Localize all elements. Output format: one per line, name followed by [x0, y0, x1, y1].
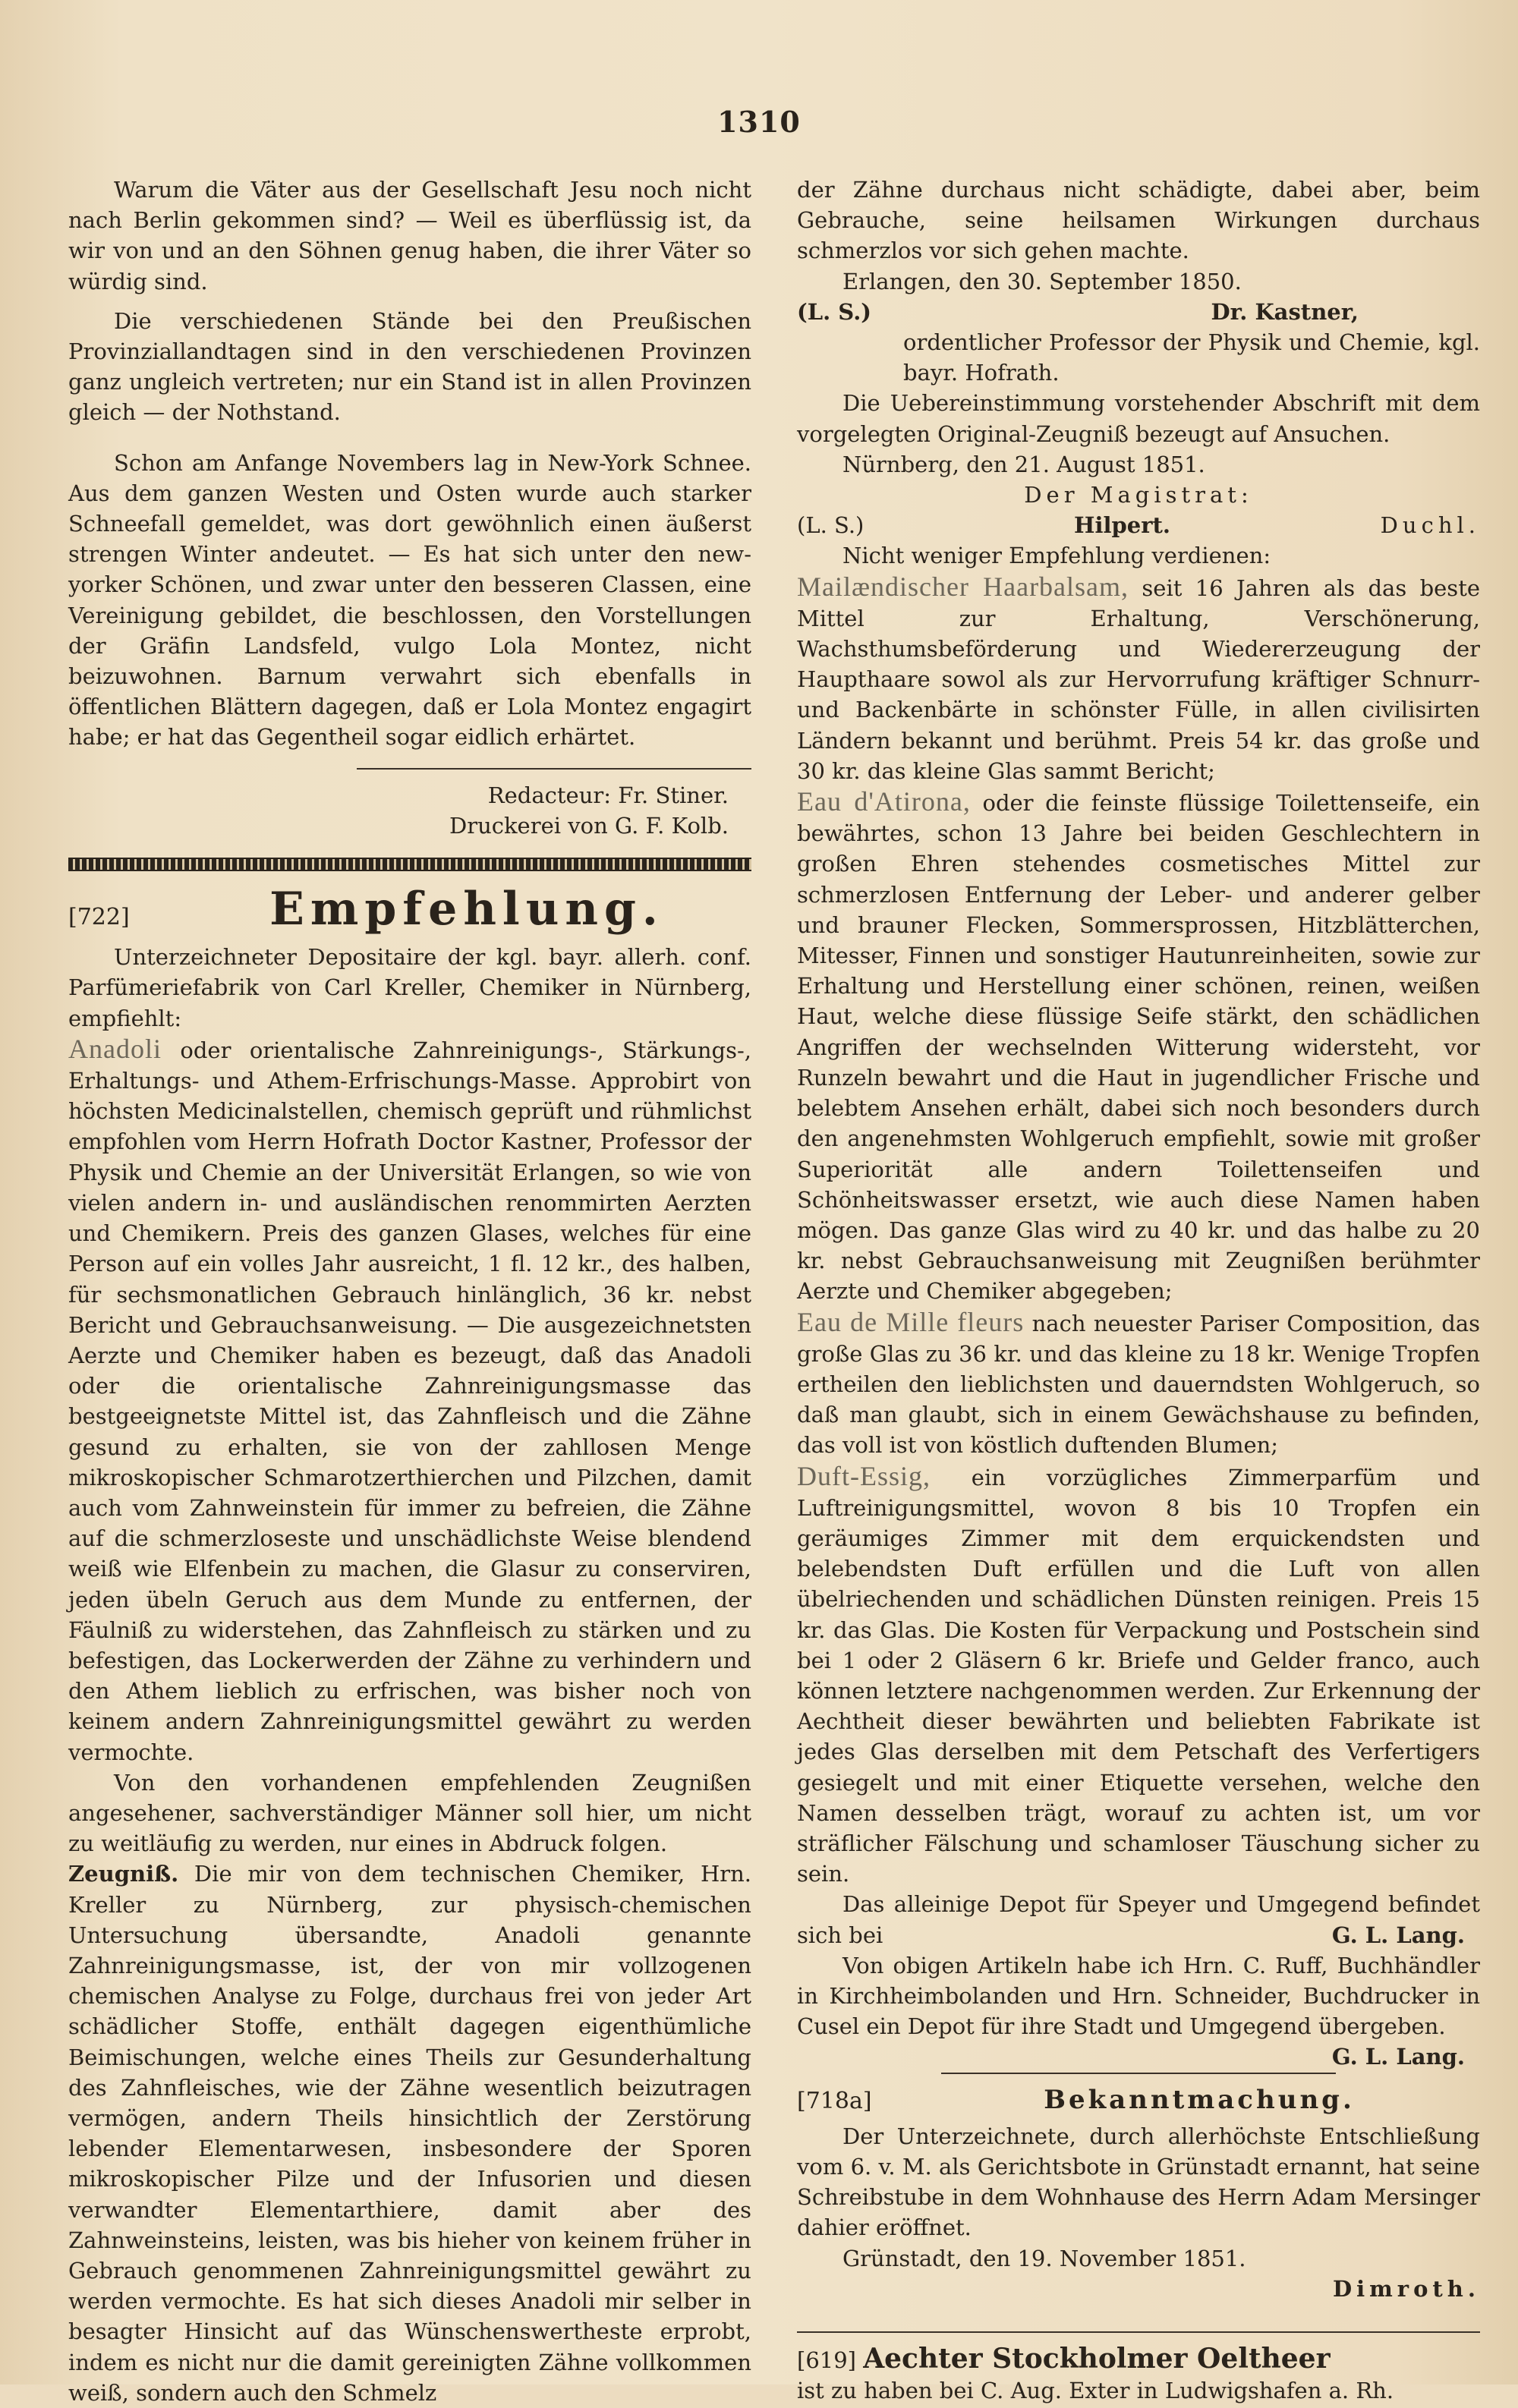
left-column [68, 175, 751, 2408]
depot-other [797, 1950, 1480, 2070]
product-anadoli-label: Anadoli [68, 1033, 162, 1064]
ornamental-divider [68, 858, 751, 871]
product-duft-essig [797, 1461, 1480, 1890]
product-haarbalsam [797, 571, 1480, 786]
signature-magistrat [797, 510, 1480, 540]
ad-bekanntmachung-text: Der Unterzeichnete, durch allerhöchste Entschließung vom 6. v. M. als Gerichtsbote in Grünstadt ernannt, hat seine Schreibstube in dem Wohnhause des Herrn Adam Mersinger dahier eröffnet. [797, 2123, 1480, 2241]
signer-kastner: Dr. Kastner, [1211, 298, 1359, 325]
ad-oeltheer [797, 2343, 1480, 2375]
zeugniss-text: Die mir von dem technischen Chemiker, Hrn. Kreller zu Nürnberg, zur physisch-chemischen Untersuchung übersandte, Anadoli genannte Zahnreinigungsmasse, ist, der von mir vollzogenen chemischen Analyse zu Folge, durchaus frei von jeder Art schädlicher Stoffe, enthält dagegen eigenthümliche Beimischungen, welche eines Theils zur Gesunderhaltung des Zahnfleisches, wie der Zähne wesentlich beizutragen vermögen, andern Theils hinsichtlich der Zerstörung lebender Elementarwesen, insbesondere der Sporen mikroskopischer Pilze und der Infusorien und diesen verwandter Elementarthiere, damit aber des Zahnweinsteins, leisten, was bis hieher von keinem früher in Gebrauch genommenen Zahnreinigungsmittel gewährt zu werden vermochte. Es hat sich dieses Anadoli mir selber in besagter Hinsicht auf das Wünschenswertheste erprobt, indem es nicht nur die damit gereinigten Zähne vollkommen weiß, sondern auch den Schmelz [68, 1861, 752, 2406]
signer-duchl: Duchl. [1380, 512, 1480, 539]
product-atirona-label: Eau d'Atirona, [797, 786, 971, 817]
editor-line: Redacteur: Fr. Stiner. [487, 782, 729, 808]
signer-hilpert: Hilpert. [1074, 512, 1170, 539]
lead-in: Nicht weniger Empfehlung verdienen: [842, 543, 1271, 569]
signer-kastner-title: ordentlicher Professor der Physik und Chemie, kgl. bayr. Hofrath. [903, 329, 1480, 386]
product-mille-fleurs-text: nach neuester Pariser Composition, das große Glas zu 36 kr. und das kleine zu 18 kr. Wenige Tropfen ertheilen den lieblichsten und dauerndsten Wohlgeruch, so daß man glaubt, sich in einem Gewächshause zu befinden, das voll ist von köstlich duftenden Blumen; [797, 1310, 1480, 1459]
zeugniss [68, 1859, 751, 2408]
page-number: 1310 [717, 105, 801, 139]
ad-oeltheer-text: ist zu haben bei C. Aug. Exter in Ludwigshafen a. Rh. [797, 2378, 1394, 2404]
ad-number: [722] [68, 904, 130, 931]
article-new-york: Schon am Anfange Novembers lag in New-York Schnee. Aus dem ganzen Westen und Osten wurde auch starker Schneefall gemeldet, was dort gewöhnlich einen äußerst strengen Winter andeutet. — Es hat sich unter den new-yorker Schönen, und zwar unter den besseren Classen, eine Vereinigung gebildet, die beschlossen, den Vorstellungen der Gräfin Landsfeld, vulgo Lola Montez, nicht beizuwohnen. Barnum verwahrt sich ebenfalls in öffentlichen Blättern dagegen, daß er Lola Montez engagirt habe; er hat das Gegentheil sogar eidlich erhärtet. [68, 449, 751, 751]
zeugniss-continuation: der Zähne durchaus nicht schädigte, dabei aber, beim Gebrauche, seine heilsamen Wirkungen durchaus schmerzlos vor sich gehen machte. [797, 177, 1480, 264]
nuernberg-date: Nürnberg, den 21. August 1851. [842, 451, 1205, 477]
product-haarbalsam-text: seit 16 Jahren als das beste Mittel zur Erhaltung, Verschönerung, Wachsthumsbeförderung und Wiedererzeugung der Haupthaare sowol als zur Hervorrufung kräftiger Schnurr- und Backenbärte in schönster Fülle, in allen civilisirten Ländern bekannt und berühmt. Preis 54 kr. das große und 30 kr. das kleine Glas sammt Bericht; [797, 574, 1481, 784]
imprint [68, 780, 751, 841]
product-duft-essig-text: ein vorzügliches Zimmerparfüm und Luftreinigungsmittel, wovon 8 bis 10 Tropfen ein geräumiges Zimmer mit dem erquickendsten und belebendsten Duft erfüllen und die Luft von allen übelriechenden und schädlichen Dünsten reinigen. Preis 15 kr. das Glas. Die Kosten für Verpackung und Postschein sind bei 1 oder 2 Gläsern 6 kr. Briefe und Gelder franco, auch können letztere nachgenommen werden. Zur Erkennung der Aechtheit dieser bewährten und beliebten Fabrikate ist jedes Glas derselben mit dem Petschaft des Verfertigers gesiegelt und mit einer Etiquette versehen, welche den Namen desselben trägt, worauf zu achten ist, um vor sträflicher Fälschung und schamloser Täuschung sicher zu sein. [797, 1464, 1481, 1887]
product-atirona [797, 786, 1480, 1306]
article-provincial-estates: Die verschiedenen Stände bei den Preußischen Provinziallandtagen sind in den verschiedenen Provinzen ganz ungleich vertreten; nur ein Stand ist in allen Provinzen gleich — der Nothstand. [68, 307, 751, 426]
seal-ls-1: (L. S.) [797, 298, 872, 325]
signature-kastner [797, 297, 1480, 327]
signer-dimroth: Dimroth. [1332, 2275, 1480, 2302]
seal-ls-2: (L. S.) [797, 512, 865, 539]
printer-line: Druckerei von G. F. Kolb. [449, 812, 729, 839]
depot-speyer-text: Das alleinige Depot für Speyer und Umgegend befindet sich bei [797, 1891, 1480, 1948]
ad-bekanntmachung-heading [797, 2085, 1480, 2117]
certification: Die Uebereinstimmung vorstehender Abschrift mit dem vorgelegten Original-Zeugniß bezeugt auf Ansuchen. [797, 390, 1480, 447]
imprint-divider [357, 768, 751, 770]
product-mille-fleurs-label: Eau de Mille fleurs [797, 1306, 1025, 1337]
ad-bekanntmachung-title: Bekanntmachung. [1044, 2084, 1355, 2115]
article-jesuits: Warum die Väter aus der Gesellschaft Jesu noch nicht nach Berlin gekommen sind? — Weil es überflüssig ist, da wir von und an den Söhnen genug haben, die ihrer Väter so würdig sind. [68, 177, 751, 294]
magistrat: Der Magistrat: [1024, 482, 1253, 508]
product-anadoli [68, 1034, 751, 1767]
product-anadoli-text: oder orientalische Zahnreinigungs-, Stärkungs-, Erhaltungs- und Athem-Erfrischungs-Masse. Approbirt von höchsten Medicinalstellen, chemisch geprüft und rühmlichst empfohlen vom Herrn Hofrath Doctor Kastner, Professor der Physik und Chemie an der Universität Erlangen, so wie von vielen andern in- und ausländischen renommirten Aerzten und Chemikern. Preis des ganzen Glases, welches für eine Person auf ein volles Jahr ausreicht, 1 fl. 12 kr., des halben, für sechsmonatlichen Gebrauch hinlänglich, 36 kr. nebst Bericht und Gebrauchsanweisung. — Die ausgezeichnetsten Aerzte und Chemiker haben es bezeugt, daß das Anadoli oder die orientalische Zahnreinigungsmasse das bestgeeignetste Mittel ist, das Zahnfleisch und die Zähne gesund zu erhalten, sie von der zahllosen Menge mikroskopischer Schmarotzerthierchen und Pilzchen, damit auch vom Zahnweinstein für immer zu befreien, die Zähne auf die schmerzloseste und unschädlichste Weise blendend weiß wie Elfenbein zu machen, die Glasur zu conserviren, jeden übeln Geruch aus dem Munde zu entfernen, der Fäulniß zu widerstehen, das Zahnfleisch zu stärken und zu befestigen, das Lockerwerden der Zähne zu verhindern und den Athem lieblich zu erfrischen, was bisher noch von keinem andern Zahnreinigungsmittel gewährt zu werden vermochte. [68, 1037, 752, 1765]
ad-empfehlung-heading [68, 883, 751, 936]
erlangen-date: Erlangen, den 30. September 1850. [842, 268, 1242, 294]
ad-bekanntmachung-number: [718a] [797, 2087, 872, 2114]
product-mille-fleurs [797, 1307, 1480, 1461]
depot-speyer [797, 1889, 1480, 1950]
depot-lang-2: G. L. Lang. [1331, 2044, 1465, 2070]
product-atirona-text: oder die feinste flüssige Toilettenseife, ein bewährtes, schon 13 Jahre bei beiden Geschlechtern in großen Ehren stehendes cosmetisches Mittel zur schmerzlosen Entfernung der Leber- und anderer gelber und brauner Flecken, Sommersprossen, Hitzblätterchen, Mitesser, Finnen und sonstiger Hautunreinheiten, sowie zur Erhaltung und Herstellung einer schönen, reinen, weißen Haut, welche diese flüssige Seife stärkt, den schädlichen Angriffen der wechselnden Witterung widersteht, vor Runzeln bewahrt und die Haut in jugendlicher Frische und belebtem Ansehen erhält, dabei sich noch besonders durch den angenehmsten Wohlgeruch empfiehlt, sowie mit großer Superiorität alle andern Toilettenseifen und Schönheitswasser ersetzt, wie auch diese Namen haben mögen. Das ganze Glas wird zu 40 kr. und das halbe zu 20 kr. nebst Gebrauchsanweisung mit Zeugnißen berühmter Aerzte und Chemiker abgegeben; [797, 790, 1480, 1305]
divider-2 [797, 2331, 1480, 2333]
depot-lang-1: G. L. Lang. [1331, 1922, 1465, 1948]
testimonials-note: Von den vorhandenen empfehlenden Zeugnißen angesehener, sachverständiger Männer soll hier, um nicht zu weitläufig zu werden, nur eines in Abdruck folgen. [68, 1769, 751, 1857]
ad-oeltheer-number: [619] [797, 2347, 856, 2374]
zeugniss-label: Zeugniß. [68, 1861, 179, 1887]
ad-intro: Unterzeichneter Depositaire der kgl. bayr. allerh. conf. Parfümeriefabrik von Carl Kreller, Chemiker in Nürnberg, empfiehlt: [68, 944, 751, 1031]
gruenstadt-date: Grünstadt, den 19. November 1851. [842, 2245, 1246, 2271]
divider-1 [941, 2073, 1336, 2074]
depot-other-text: Von obigen Artikeln habe ich Hrn. C. Ruff, Buchhändler in Kirchheimbolanden und Hrn. Schneider, Buchdrucker in Cusel ein Depot für ihre Stadt und Umgegend übergeben. [797, 1952, 1480, 2040]
ad-title: Empfehlung. [269, 883, 664, 936]
product-haarbalsam-label: Mailændischer Haarbalsam, [797, 571, 1129, 602]
ad-oeltheer-title: Aechter Stockholmer Oeltheer [863, 2343, 1331, 2375]
right-column [797, 175, 1480, 2406]
product-duft-essig-label: Duft-Essig, [797, 1460, 931, 1491]
